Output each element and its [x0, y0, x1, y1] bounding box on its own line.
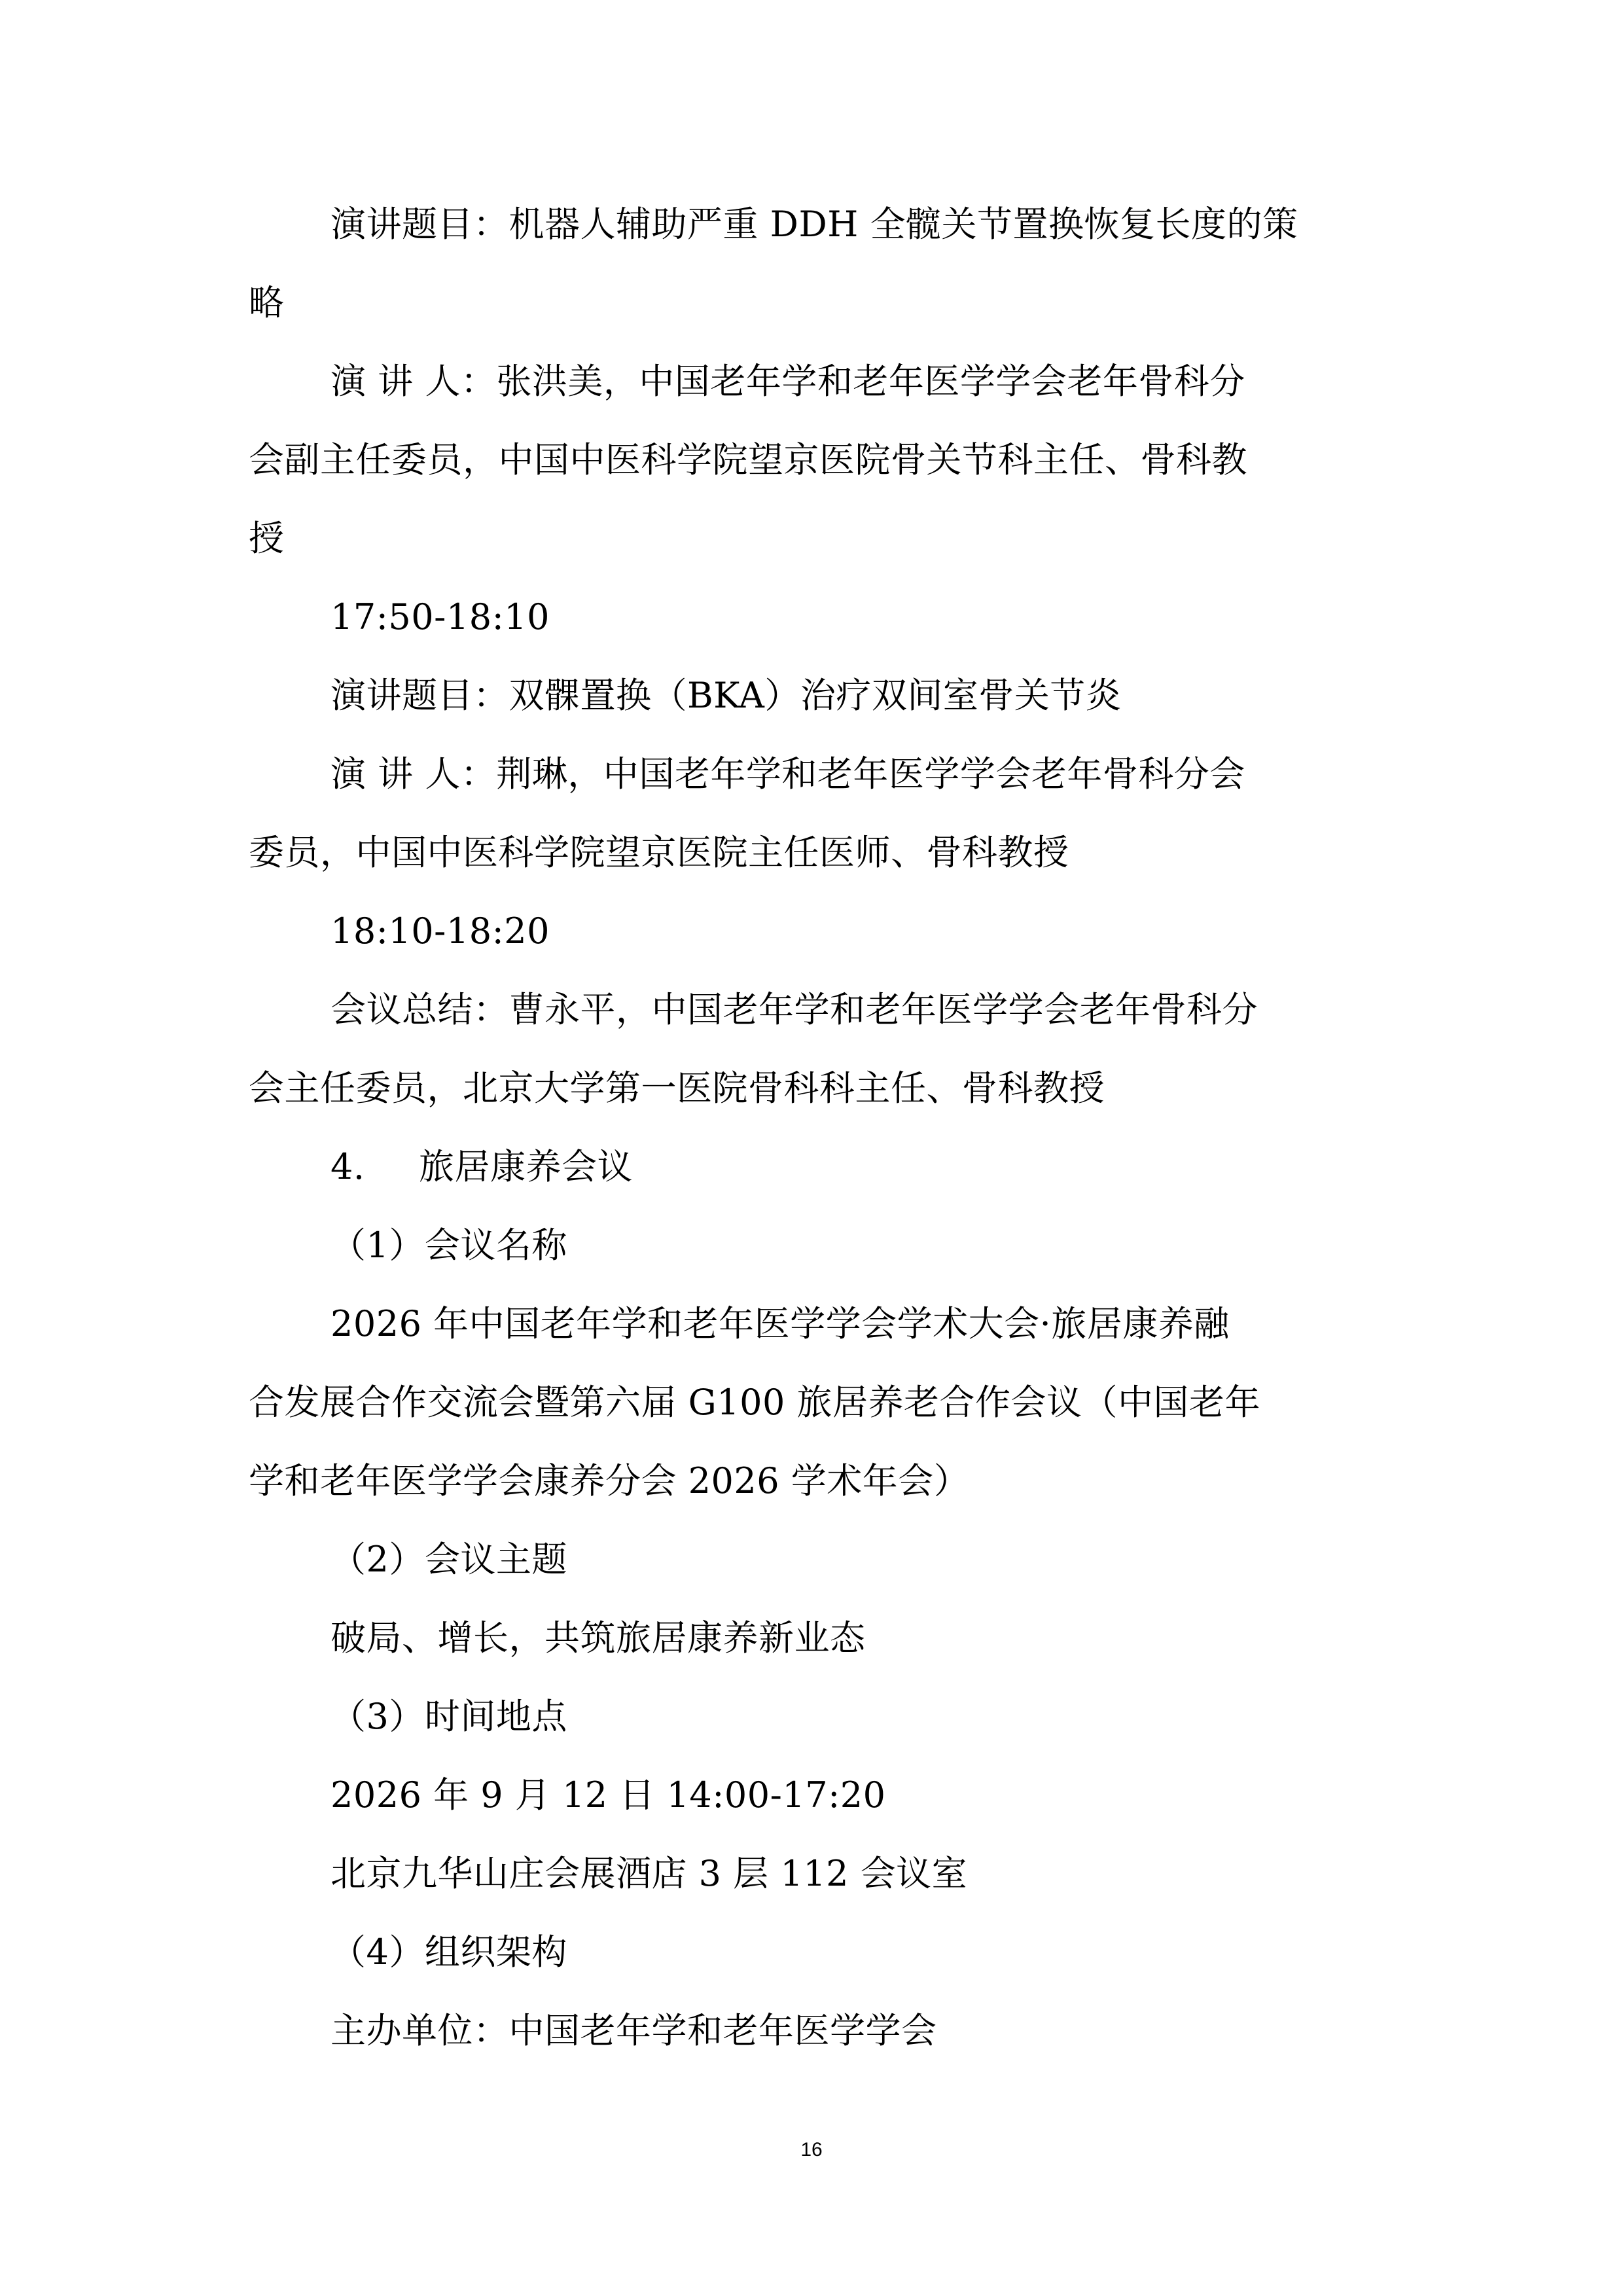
speaker-2: 演 讲 人：荆琳，中国老年学和老年医学学会老年骨科分会	[330, 753, 1245, 795]
meeting-name-text: 2026 年中国老年学和老年医学学会学术大会·旅居康养融	[330, 1303, 1230, 1344]
meeting-theme-text: 破局、增长，共筑旅居康养新业态	[330, 1617, 866, 1659]
speaker-1: 演 讲 人：张洪美，中国老年学和老年医学学会老年骨科分	[330, 361, 1245, 402]
speech-title-1: 演讲题目：机器人辅助严重 DDH 全髋关节置换恢复长度的策	[330, 204, 1298, 245]
meeting-date-time: 2026 年 9 月 12 日 14:00-17:20	[330, 1774, 886, 1816]
meeting-name-text-cont: 合发展合作交流会暨第六届 G100 旅居养老合作会议（中国老年	[249, 1382, 1261, 1423]
speaker-1-cont-2: 授	[249, 518, 285, 559]
meeting-venue: 北京九华山庄会展酒店 3 层 112 会议室	[330, 1853, 968, 1894]
subsection-meeting-name: （1）会议名称	[330, 1225, 567, 1266]
subsection-meeting-theme: （2）会议主题	[330, 1539, 567, 1580]
organizer: 主办单位：中国老年学和老年医学学会	[330, 2010, 937, 2051]
meeting-name-text-cont-2: 学和老年医学学会康养分会 2026 学术年会）	[249, 1460, 970, 1501]
time-slot-2: 18:10-18:20	[330, 910, 550, 952]
speech-title-1-cont: 略	[249, 282, 285, 323]
subsection-time-place: （3）时间地点	[330, 1696, 567, 1737]
meeting-summary-cont: 会主任委员，北京大学第一医院骨科科主任、骨科教授	[249, 1067, 1105, 1109]
meeting-summary: 会议总结：曹永平，中国老年学和老年医学学会老年骨科分	[330, 989, 1258, 1030]
subsection-organization: （4）组织架构	[330, 1931, 567, 1973]
section-number: 4.	[330, 1146, 365, 1187]
section-title: 旅居康养会议	[419, 1146, 633, 1187]
speaker-1-cont: 会副主任委员，中国中医科学院望京医院骨关节科主任、骨科教	[249, 439, 1247, 480]
time-slot-1: 17:50-18:10	[330, 596, 550, 637]
speaker-2-cont: 委员，中国中医科学院望京医院主任医师、骨科教授	[249, 832, 1069, 873]
page-number: 16	[800, 2139, 823, 2161]
speech-title-2: 演讲题目：双髁置换（BKA）治疗双间室骨关节炎	[330, 675, 1122, 716]
